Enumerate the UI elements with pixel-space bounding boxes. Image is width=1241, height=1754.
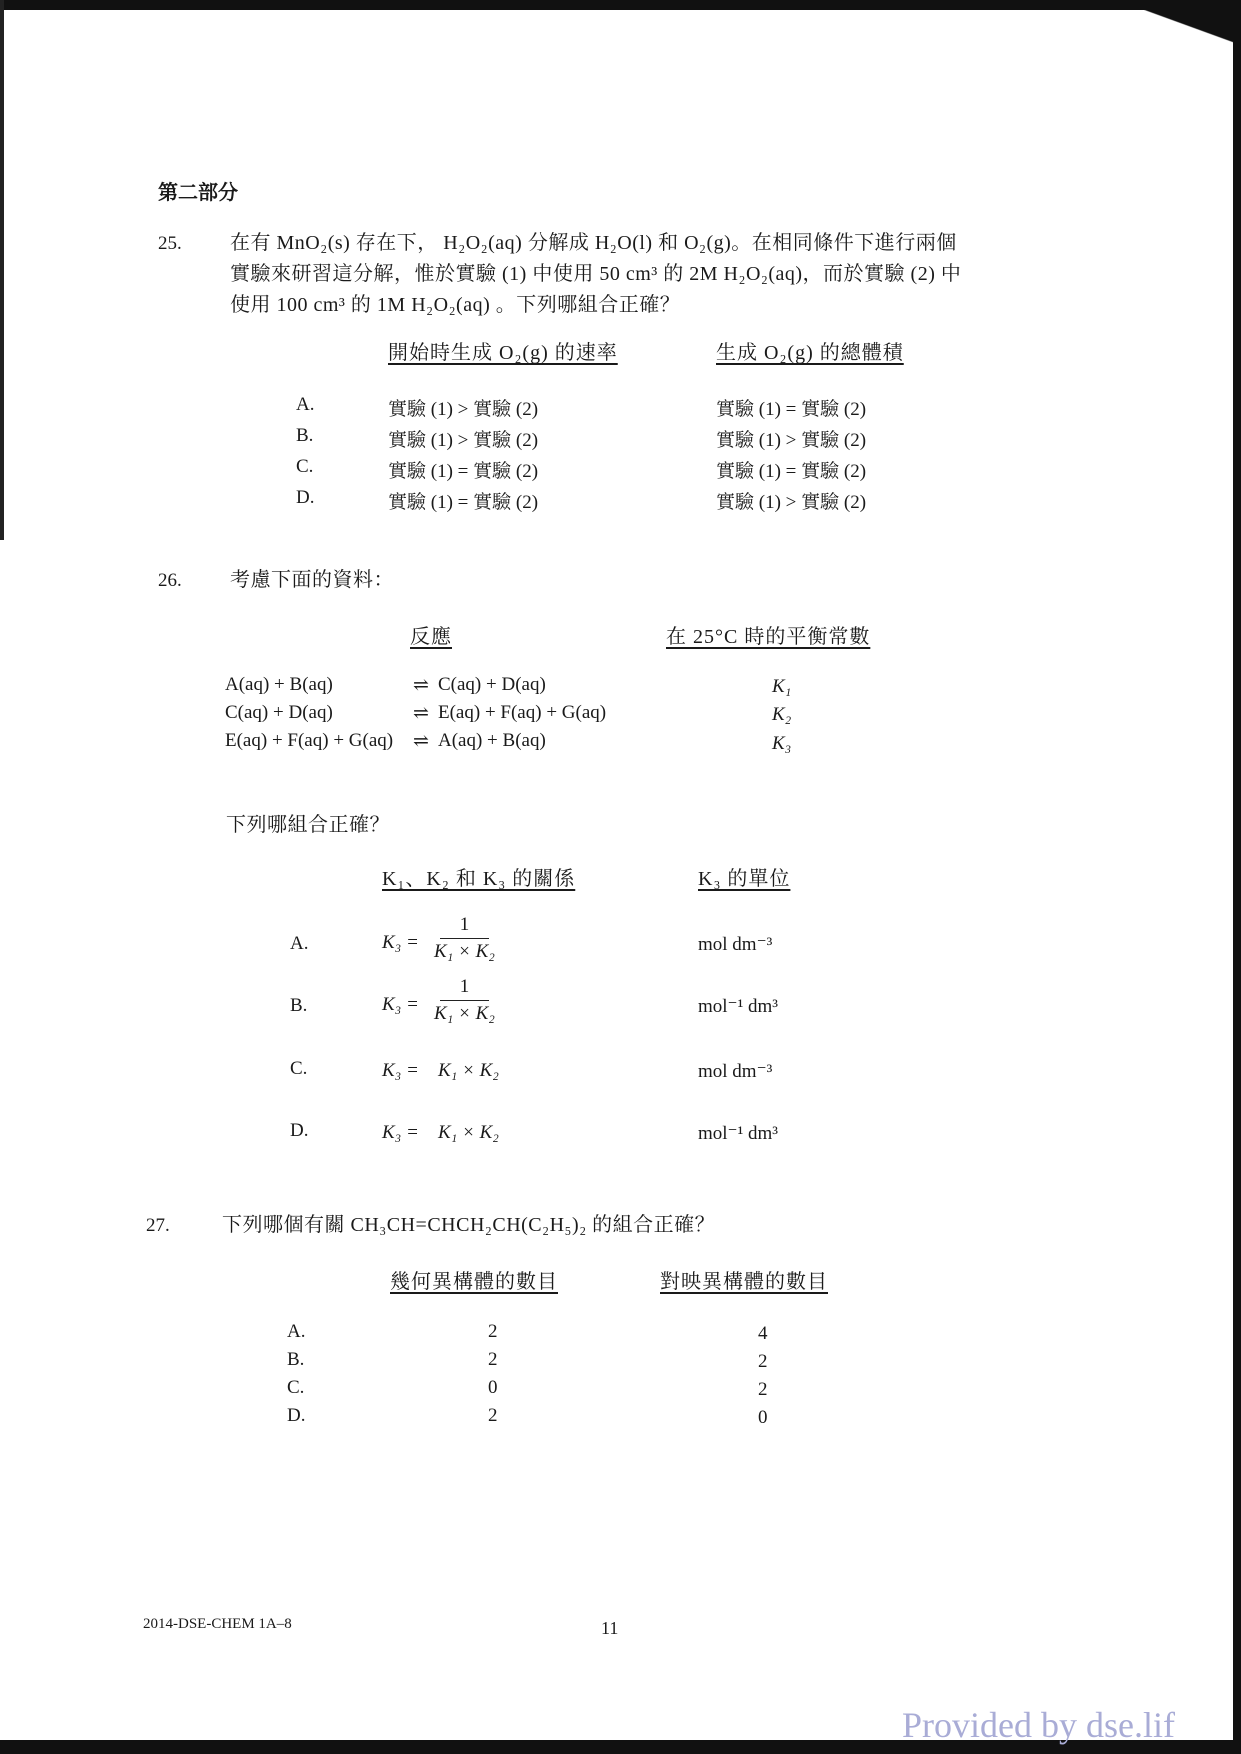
q26-option-c-rhs: K₁ × K₂ — [438, 1060, 499, 1081]
q25-option-d-letter: D. — [296, 487, 315, 508]
q25-option-b-letter: B. — [296, 425, 314, 446]
q25-option-b-col2: 實驗 (1) > 實驗 (2) — [716, 430, 867, 451]
q26-option-b-fraction — [434, 976, 495, 1025]
reaction-1-constant: K₁ — [772, 676, 792, 697]
q27-option-a-col2: 4 — [758, 1323, 768, 1344]
reaction-2-left: C(aq) + D(aq) — [225, 702, 333, 723]
q26-option-c-unit: mol dm⁻³ — [698, 1061, 773, 1082]
q26-option-d-rhs: K₁ × K₂ — [438, 1122, 499, 1143]
question-26-prompt: 下列哪組合正確？ — [226, 814, 390, 836]
q26-option-a-lhs: K₃ = — [382, 932, 419, 953]
exam-code: 2014-DSE-CHEM 1A–8 — [143, 1616, 292, 1632]
q25-option-a-col1: 實驗 (1) > 實驗 (2) — [388, 399, 539, 420]
question-26-intro: 考慮下面的資料： — [230, 569, 394, 591]
q25-option-c-letter: C. — [296, 456, 314, 477]
q27-option-b-letter: B. — [287, 1349, 305, 1370]
reaction-3-arrow: ⇌ — [413, 731, 429, 752]
q25-option-c-col2: 實驗 (1) = 實驗 (2) — [716, 461, 867, 482]
q26-col2-header: K₃ 的單位 — [698, 868, 791, 890]
q25-option-b-col1: 實驗 (1) > 實驗 (2) — [388, 430, 539, 451]
q26-option-a-unit: mol dm⁻³ — [698, 934, 773, 955]
q26-option-b-unit: mol⁻¹ dm³ — [698, 996, 779, 1017]
q26-option-b-numerator: 1 — [440, 976, 490, 1001]
reaction-1-right: C(aq) + D(aq) — [438, 674, 546, 695]
q27-option-a-col1: 2 — [488, 1321, 498, 1342]
q26-reaction-header: 反應 — [410, 626, 452, 648]
reaction-3-left: E(aq) + F(aq) + G(aq) — [225, 730, 394, 751]
q27-col2-header: 對映異構體的數目 — [660, 1271, 828, 1293]
q26-option-b-denominator: K₁ × K₂ — [434, 1003, 495, 1024]
q26-option-c-letter: C. — [290, 1058, 308, 1079]
q25-option-d-col2: 實驗 (1) > 實驗 (2) — [716, 492, 867, 513]
q27-option-d-col2: 0 — [758, 1407, 768, 1428]
question-27-text: 下列哪個有關 CH₃CH=CHCH₂CH(C₂H₅)₂ 的組合正確？ — [222, 1214, 716, 1236]
scan-edge-right — [1233, 0, 1241, 1754]
question-25-line-2: 實驗來研習這分解，惟於實驗 (1) 中使用 50 cm³ 的 2M H₂O₂(aq)，而於實驗 (2) 中 — [230, 263, 962, 285]
q26-option-b-lhs: K₃ = — [382, 994, 419, 1015]
q26-option-a-numerator: 1 — [440, 914, 490, 939]
q27-option-c-col2: 2 — [758, 1379, 768, 1400]
question-number-25: 25. — [158, 233, 182, 254]
question-25-text — [230, 228, 1090, 321]
watermark: Provided by dse.lif — [902, 1705, 1175, 1745]
reaction-3-right: A(aq) + B(aq) — [438, 730, 546, 751]
reaction-1-arrow: ⇌ — [413, 675, 429, 696]
q26-option-a-letter: A. — [290, 933, 309, 954]
q27-option-c-letter: C. — [287, 1377, 305, 1398]
question-number-27: 27. — [146, 1215, 170, 1236]
q26-option-a-denominator: K₁ × K₂ — [434, 941, 495, 962]
q27-option-b-col1: 2 — [488, 1349, 498, 1370]
q25-option-a-letter: A. — [296, 394, 315, 415]
q27-option-c-col1: 0 — [488, 1377, 498, 1398]
question-25-line-1: 在有 MnO₂(s) 存在下， H₂O₂(aq) 分解成 H₂O(l) 和 O₂(g)。在相同條件下進行兩個 — [230, 232, 957, 254]
q26-option-d-unit: mol⁻¹ dm³ — [698, 1123, 779, 1144]
q25-option-c-col1: 實驗 (1) = 實驗 (2) — [388, 461, 539, 482]
reaction-2-constant: K₂ — [772, 704, 792, 725]
q26-option-d-lhs: K₃ = — [382, 1122, 419, 1143]
reaction-3-constant: K₃ — [772, 733, 792, 754]
question-number-26: 26. — [158, 570, 182, 591]
q25-col1-header: 開始時生成 O₂(g) 的速率 — [388, 342, 618, 364]
q27-option-d-letter: D. — [287, 1405, 306, 1426]
reaction-2-arrow: ⇌ — [413, 703, 429, 724]
q27-option-a-letter: A. — [287, 1321, 306, 1342]
q27-col1-header: 幾何異構體的數目 — [390, 1271, 558, 1293]
question-25-line-3: 使用 100 cm³ 的 1M H₂O₂(aq) 。下列哪組合正確？ — [230, 294, 681, 316]
q25-option-a-col2: 實驗 (1) = 實驗 (2) — [716, 399, 867, 420]
q26-col1-header: K₁、K₂ 和 K₃ 的關係 — [382, 868, 576, 890]
q26-option-a-fraction — [434, 914, 495, 963]
q26-option-b-letter: B. — [290, 995, 308, 1016]
scan-edge-top — [0, 0, 1241, 10]
q27-option-d-col1: 2 — [488, 1405, 498, 1426]
q25-option-d-col1: 實驗 (1) = 實驗 (2) — [388, 492, 539, 513]
q25-col2-header: 生成 O₂(g) 的總體積 — [716, 342, 904, 364]
q26-option-c-lhs: K₃ = — [382, 1060, 419, 1081]
reaction-2-right: E(aq) + F(aq) + G(aq) — [438, 702, 607, 723]
reaction-1-left: A(aq) + B(aq) — [225, 674, 333, 695]
scan-edge-left — [0, 0, 4, 540]
q27-option-b-col2: 2 — [758, 1351, 768, 1372]
page-number: 11 — [601, 1618, 619, 1638]
section-title: 第二部分 — [158, 180, 238, 204]
q26-option-d-letter: D. — [290, 1120, 309, 1141]
scan-corner-top-right — [1100, 0, 1241, 60]
q26-constant-header: 在 25°C 時的平衡常數 — [666, 626, 871, 648]
